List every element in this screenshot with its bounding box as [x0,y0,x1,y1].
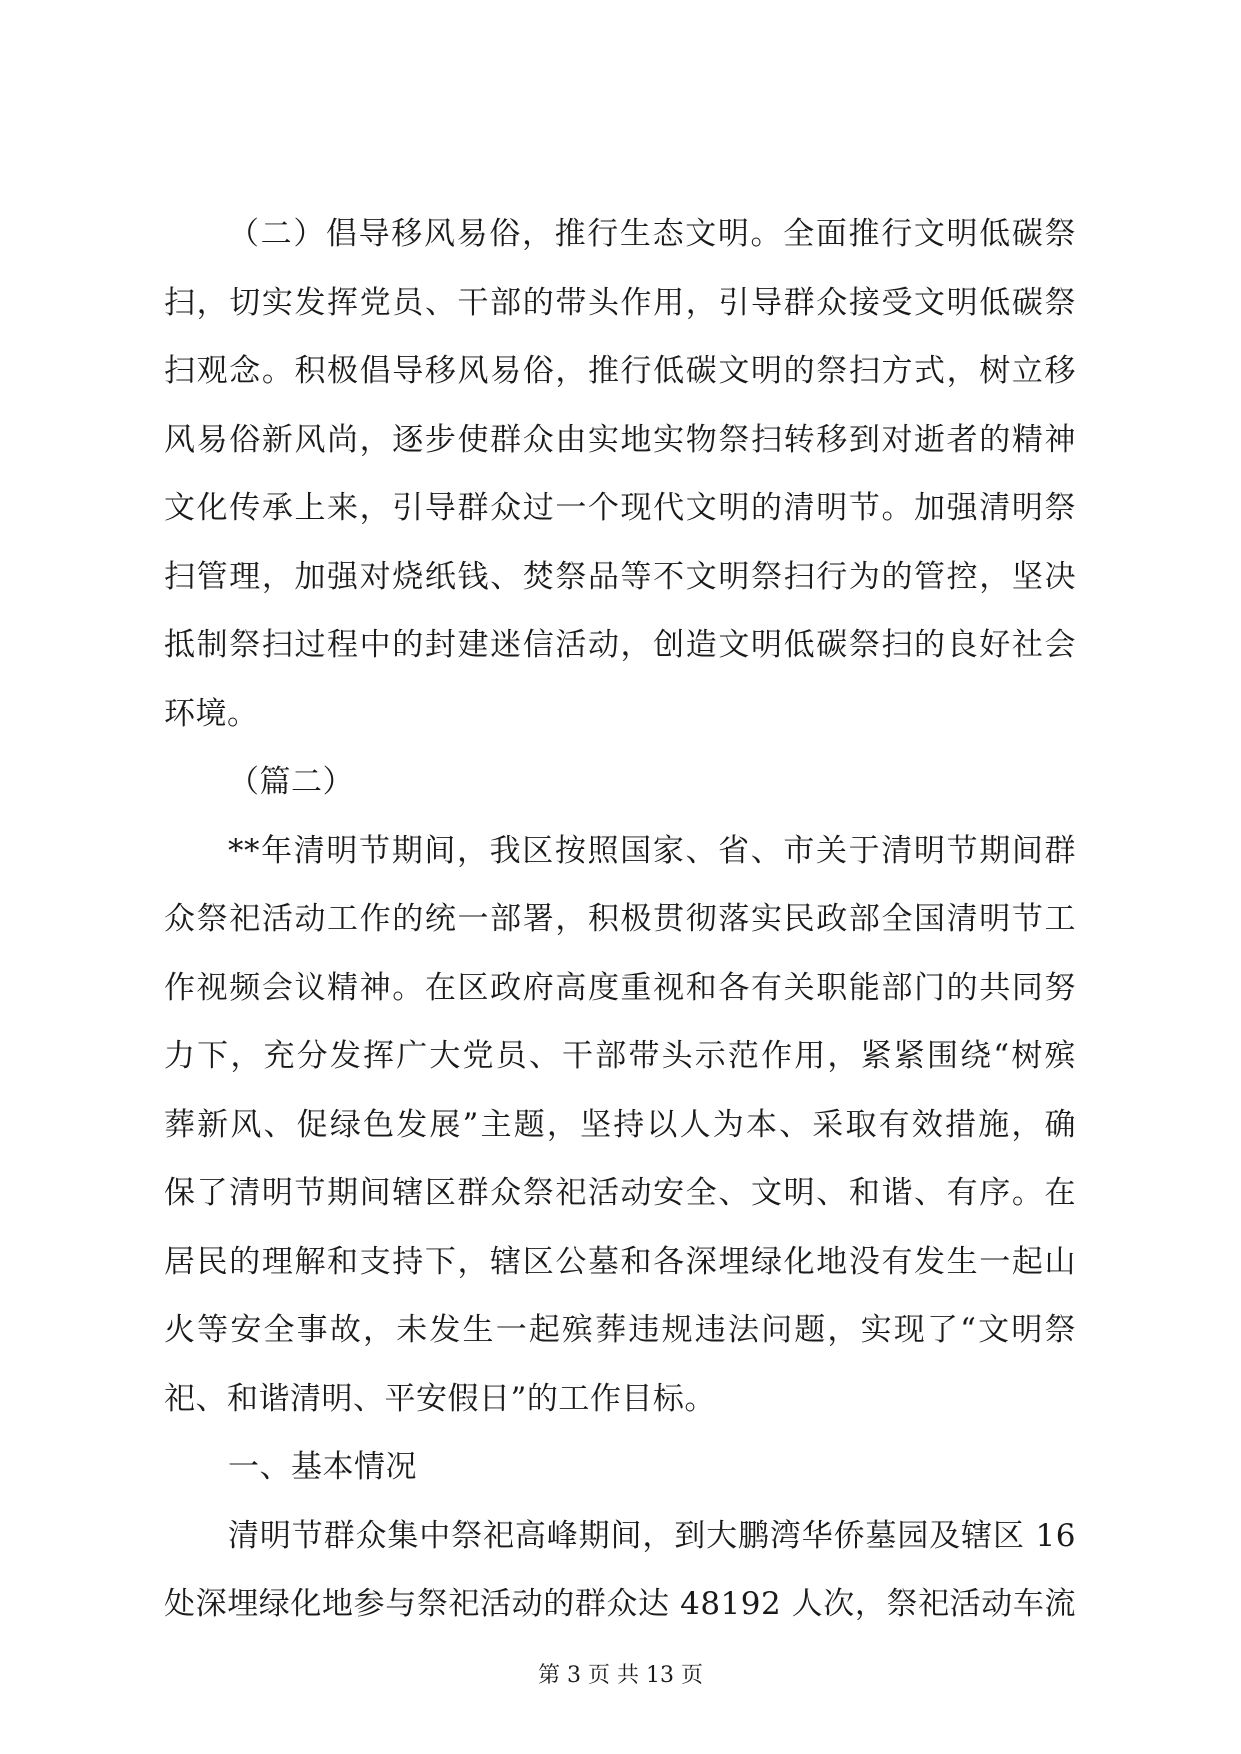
text-line: 扫管理，加强对烧纸钱、焚祭品等不文明祭扫行为的管控，坚决 [164,558,1076,595]
text-line: 风易俗新风尚，逐步使群众由实地实物祭扫转移到对逝者的精神 [164,421,1076,458]
text-line: 清明节群众集中祭祀高峰期间，到大鹏湾华侨墓园及辖区 16 [228,1517,1076,1554]
text-line: 扫，切实发挥党员、干部的带头作用，引导群众接受文明低碳祭 [164,284,1076,321]
text-line: 葬新风、促绿色发展”主题，坚持以人为本、采取有效措施，确 [164,1106,1076,1143]
page-footer: 第 3 页 共 13 页 [538,1663,703,1688]
text-line: 扫观念。积极倡导移风易俗，推行低碳文明的祭扫方式，树立移 [164,353,1076,389]
document-body [164,200,1076,1639]
text-line: 火等安全事故，未发生一起殡葬违规违法问题，实现了“文明祭 [164,1312,1076,1348]
text-line: 居民的理解和支持下，辖区公墓和各深埋绿化地没有发生一起山 [164,1243,1076,1280]
text-line: 众祭祀活动工作的统一部署，积极贯彻落实民政部全国清明节工 [164,901,1076,937]
text-line: 环境。 [164,695,259,732]
text-line: 抵制祭扫过程中的封建迷信活动，创造文明低碳祭扫的良好社会 [164,627,1076,663]
text-line: 力下，充分发挥广大党员、干部带头示范作用，紧紧围绕“树殡 [164,1038,1076,1074]
text-line: 处深埋绿化地参与祭祀活动的群众达 48192 人次，祭祀活动车流 [164,1586,1076,1622]
text-line: 祀、和谐清明、平安假日”的工作目标。 [164,1380,716,1417]
text-line: （篇二） [228,764,354,800]
text-line: 一、基本情况 [228,1449,417,1485]
text-line: 作视频会议精神。在区政府高度重视和各有关职能部门的共同努 [164,969,1076,1006]
text-line: 文化传承上来，引导群众过一个现代文明的清明节。加强清明祭 [164,490,1076,526]
text-line: 保了清明节期间辖区群众祭祀活动安全、文明、和谐、有序。在 [164,1175,1076,1211]
text-line: （二）倡导移风易俗，推行生态文明。全面推行文明低碳祭 [228,216,1076,252]
text-line: **年清明节期间，我区按照国家、省、市关于清明节期间群 [228,832,1076,869]
